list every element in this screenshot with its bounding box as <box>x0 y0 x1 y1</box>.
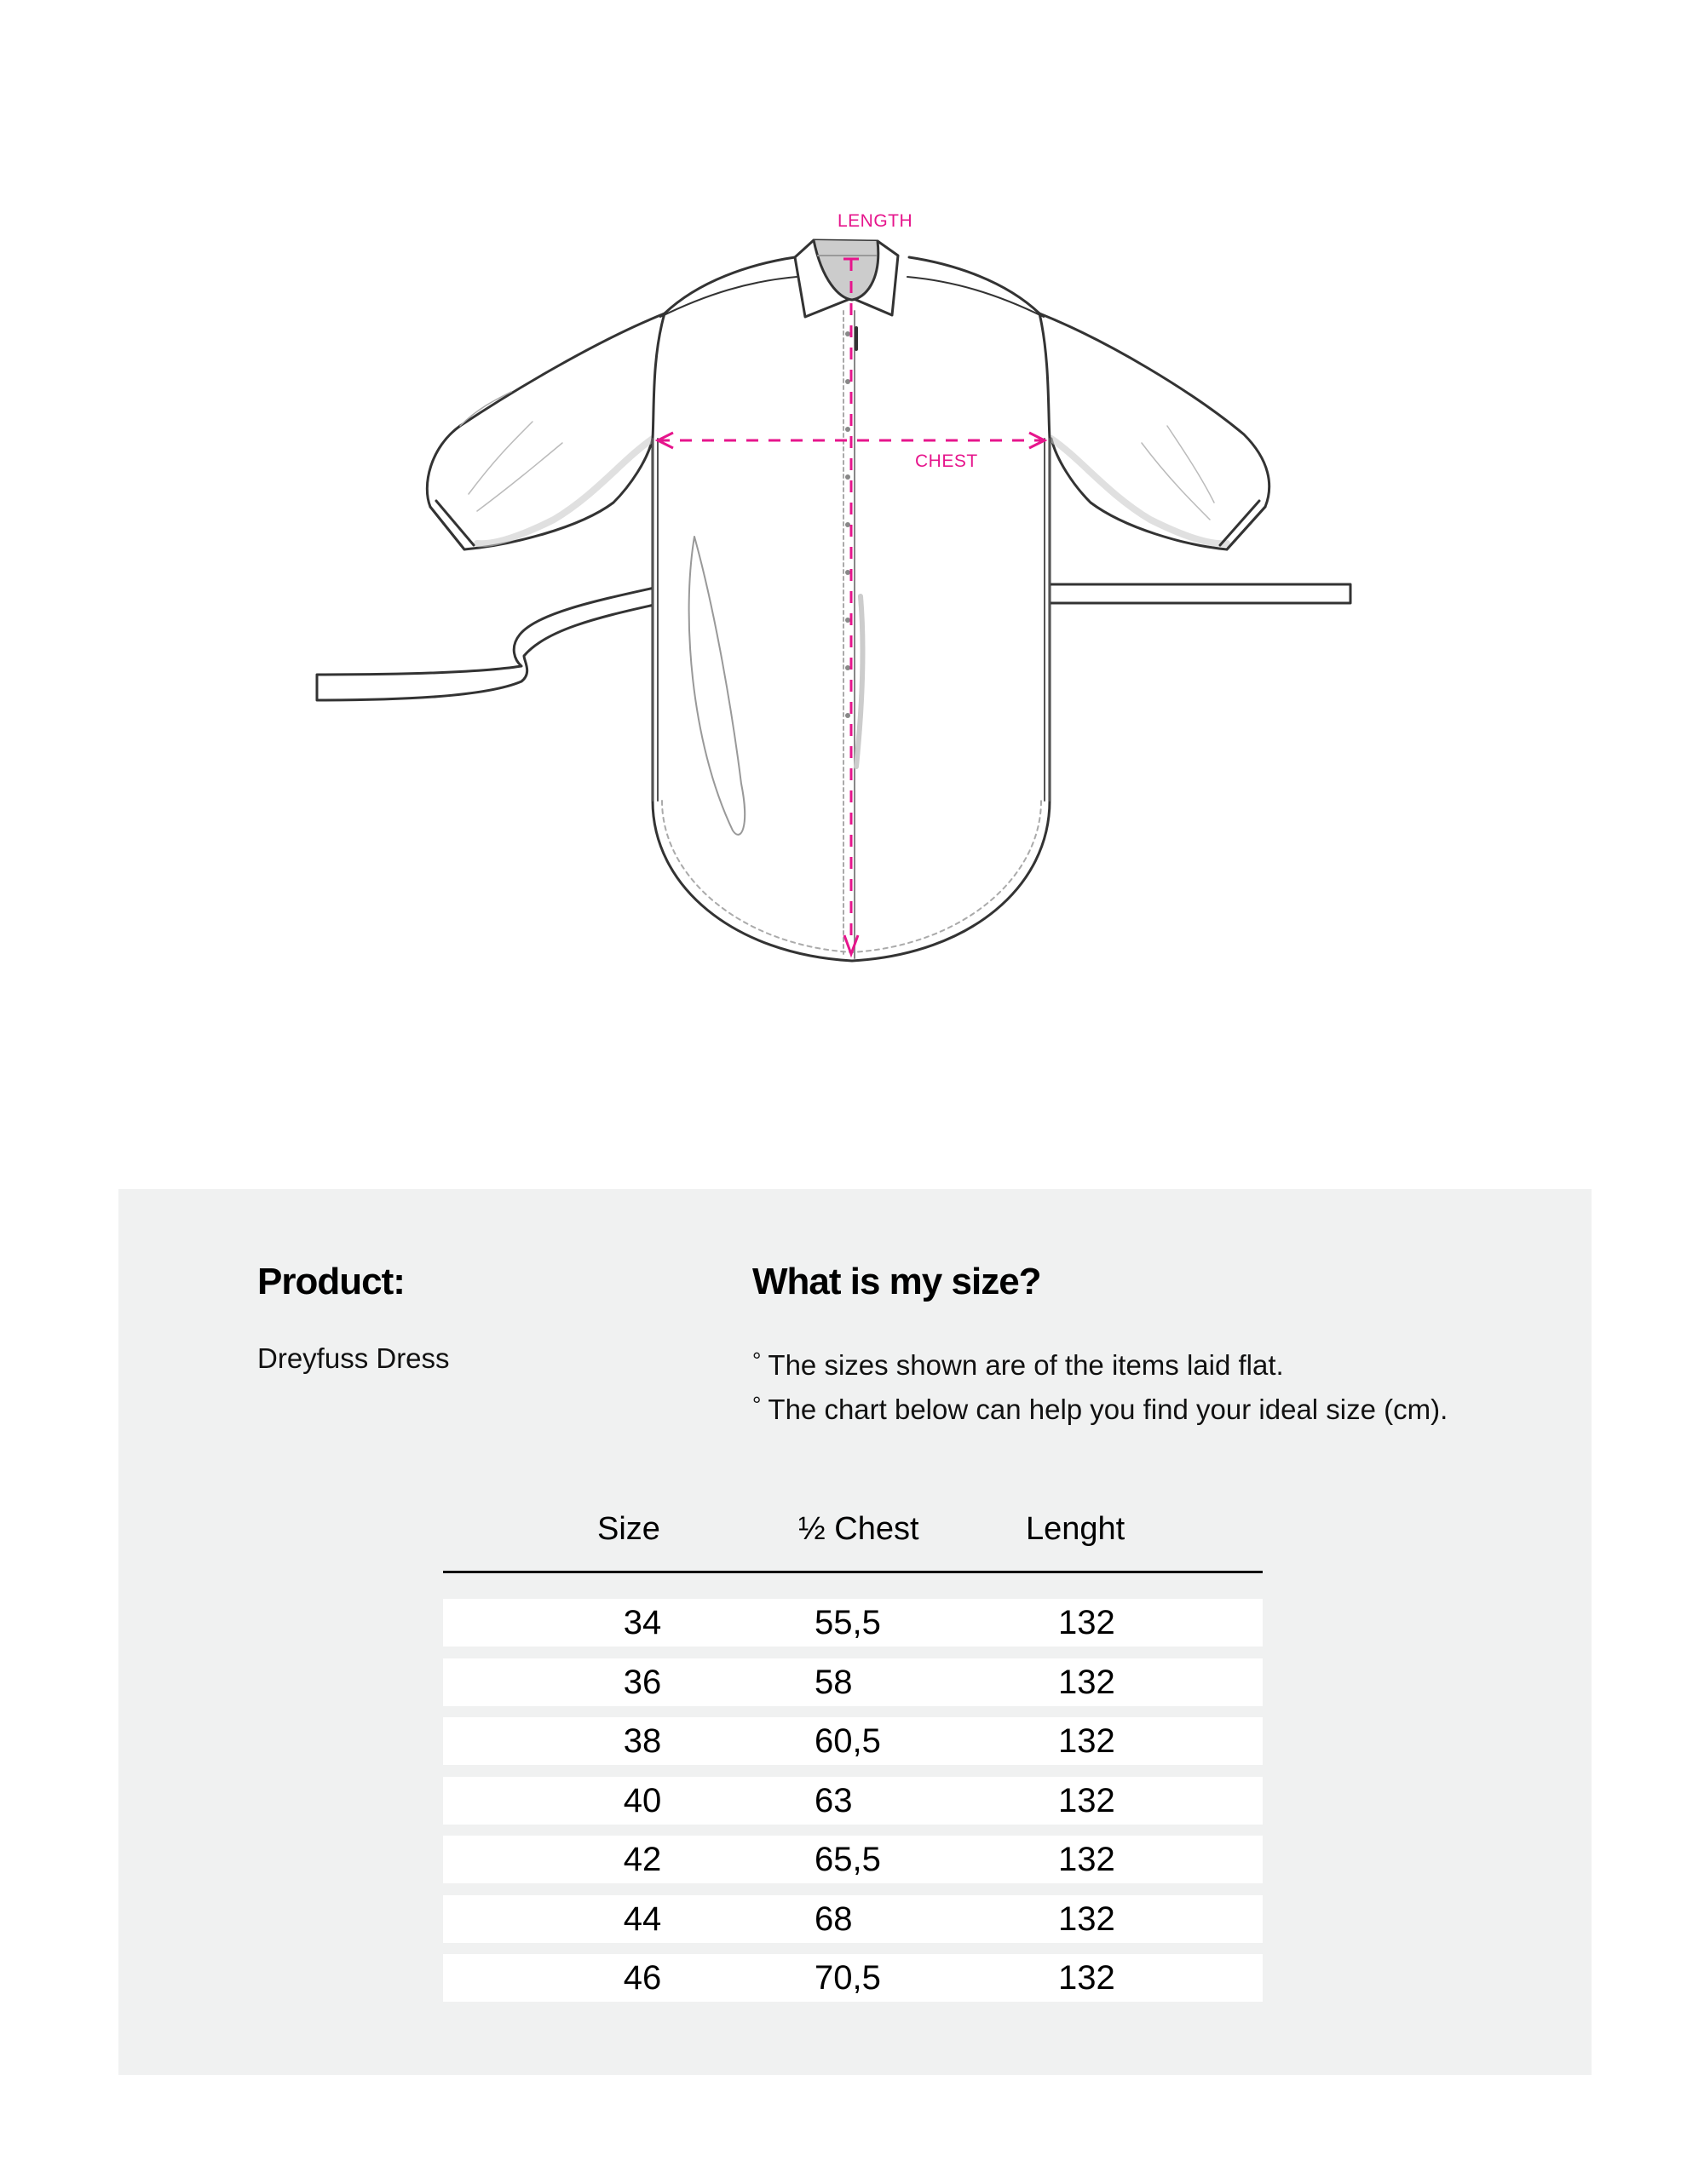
column-header-length: Lenght <box>1026 1511 1125 1547</box>
bullet-icon: ° <box>752 1392 762 1417</box>
header-divider <box>443 1571 1263 1573</box>
cell-half-chest: 60,5 <box>815 1722 881 1760</box>
size-notes-list <box>752 1341 1448 1429</box>
table-body <box>443 1599 1263 2014</box>
dress-technical-drawing <box>0 0 1704 1022</box>
cell-size: 42 <box>623 1841 662 1878</box>
cell-size: 44 <box>623 1900 662 1938</box>
cell-size: 36 <box>623 1663 662 1701</box>
cell-half-chest: 55,5 <box>815 1604 881 1641</box>
column-header-half-chest: ½ Chest <box>798 1511 919 1547</box>
cell-length: 132 <box>1058 1663 1115 1701</box>
table-header <box>443 1492 1263 1571</box>
size-table <box>443 1492 1263 1997</box>
bullet-icon: ° <box>752 1348 762 1373</box>
table-row <box>443 1777 1263 1825</box>
cell-half-chest: 58 <box>815 1663 853 1701</box>
size-guide-panel <box>118 1189 1592 2075</box>
table-row <box>443 1658 1263 1706</box>
column-header-size: Size <box>597 1511 660 1547</box>
size-note: ° The chart below can help you find your ideal size (cm). <box>752 1392 1448 1425</box>
cell-length: 132 <box>1058 1604 1115 1641</box>
cell-length: 132 <box>1058 1900 1115 1938</box>
garment-illustration <box>0 0 1704 1022</box>
size-note: ° The sizes shown are of the items laid flat. <box>752 1348 1284 1381</box>
cell-size: 46 <box>623 1959 662 1997</box>
cell-length: 132 <box>1058 1781 1115 1819</box>
cell-size: 38 <box>623 1722 662 1760</box>
table-row <box>443 1954 1263 2002</box>
cell-half-chest: 70,5 <box>815 1959 881 1997</box>
product-heading: Product: <box>257 1261 405 1302</box>
product-name: Dreyfuss Dress <box>257 1342 450 1374</box>
table-row <box>443 1717 1263 1765</box>
cell-half-chest: 63 <box>815 1781 853 1819</box>
cell-length: 132 <box>1058 1959 1115 1997</box>
cell-length: 132 <box>1058 1722 1115 1760</box>
cell-half-chest: 68 <box>815 1900 853 1938</box>
cell-size: 34 <box>623 1604 662 1641</box>
length-label: LENGTH <box>838 211 913 231</box>
table-row <box>443 1836 1263 1883</box>
chest-label: CHEST <box>915 451 978 471</box>
size-heading: What is my size? <box>752 1261 1041 1302</box>
table-row <box>443 1895 1263 1943</box>
cell-size: 40 <box>623 1781 662 1819</box>
cell-half-chest: 65,5 <box>815 1841 881 1878</box>
table-row <box>443 1599 1263 1647</box>
cell-length: 132 <box>1058 1841 1115 1878</box>
